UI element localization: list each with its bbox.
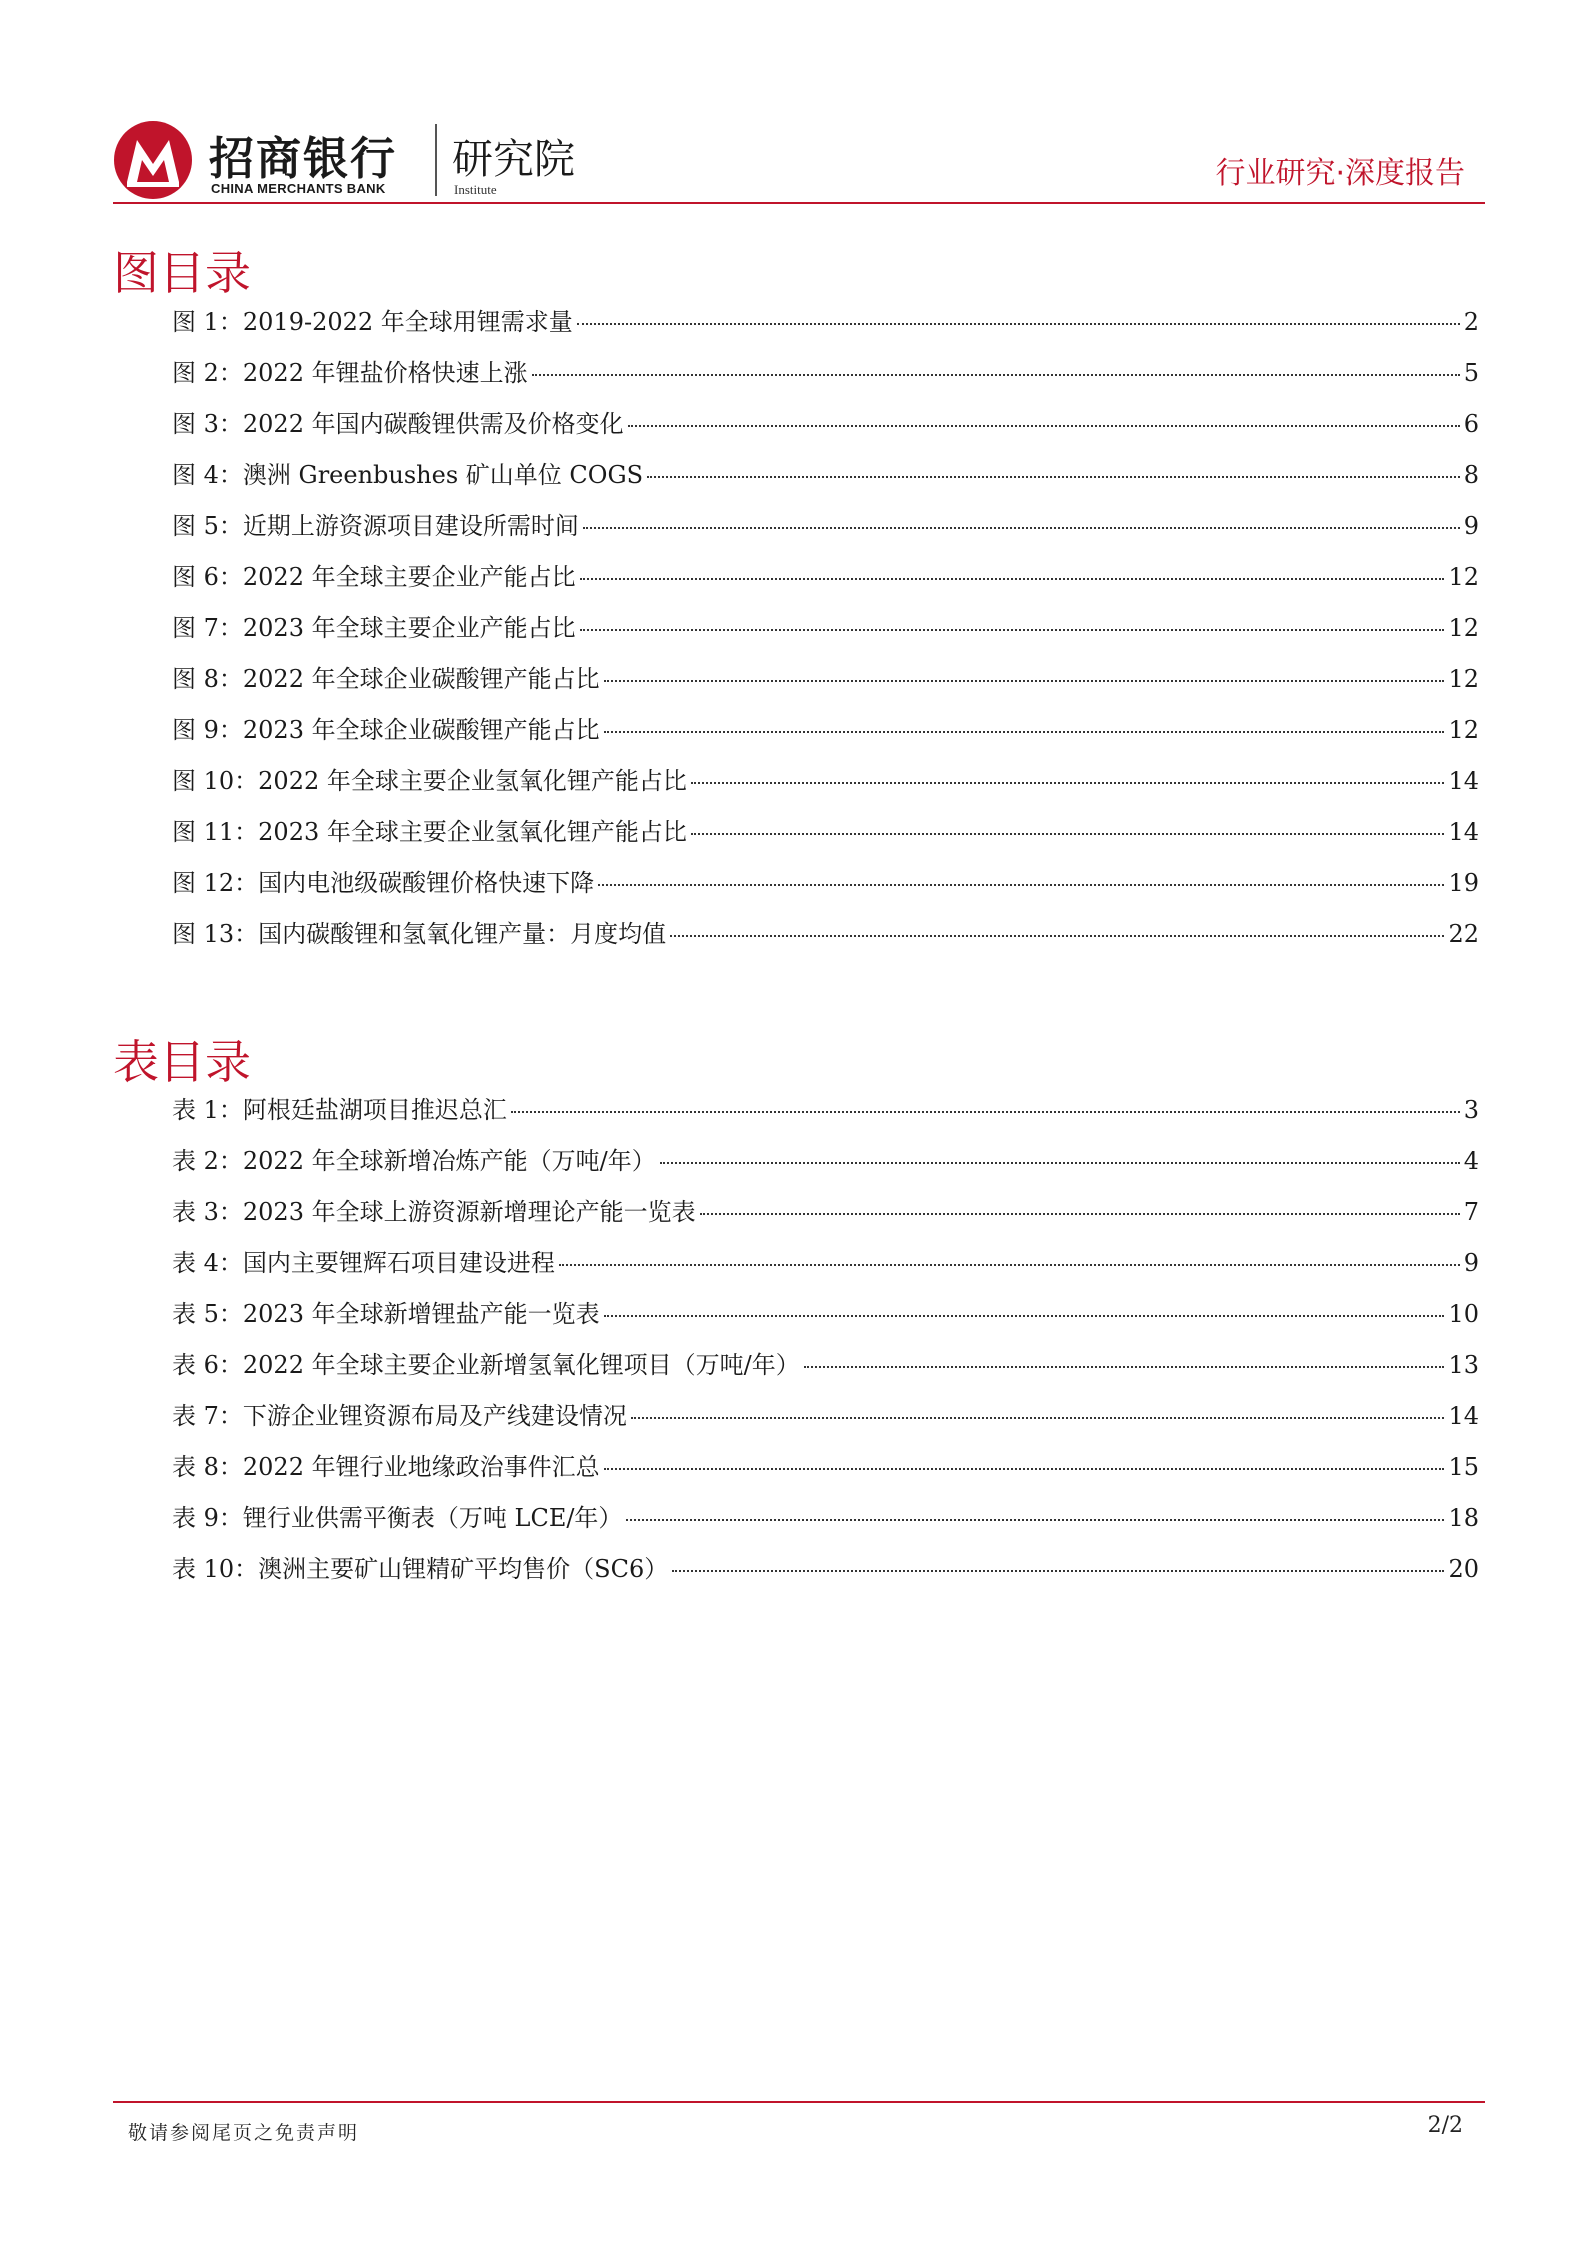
brand-name-en: CHINA MERCHANTS BANK <box>211 181 386 196</box>
dot-leader <box>604 1315 1445 1317</box>
table-toc-entry-label: 表 6：2022 年全球主要企业新增氢氧化锂项目（万吨/年） <box>172 1351 800 1379</box>
table-toc-entry-label: 表 9：锂行业供需平衡表（万吨 LCE/年） <box>172 1504 623 1532</box>
table-toc-entry[interactable] <box>172 1396 1479 1447</box>
dot-leader <box>580 578 1445 580</box>
footer-page-number: 2/2 <box>1427 2113 1463 2138</box>
dot-leader <box>598 884 1444 886</box>
dot-leader <box>583 527 1460 529</box>
report-type: 行业研究·深度报告 <box>1215 156 1465 191</box>
figure-toc-entry[interactable] <box>172 761 1479 812</box>
table-toc-entry[interactable] <box>172 1090 1479 1141</box>
figure-toc-entry-page: 8 <box>1463 461 1479 489</box>
tables-toc-title: 表目录 <box>113 1035 251 1089</box>
figure-toc-entry[interactable] <box>172 914 1479 965</box>
figure-toc-entry-label: 图 9：2023 年全球企业碳酸锂产能占比 <box>172 716 600 744</box>
table-toc-entry-page: 4 <box>1463 1147 1479 1175</box>
table-toc-entry[interactable] <box>172 1345 1479 1396</box>
figure-toc-entry-page: 12 <box>1448 563 1479 591</box>
figure-toc-entry[interactable] <box>172 353 1479 404</box>
figure-toc-entry-page: 14 <box>1448 818 1479 846</box>
figure-toc-entry-label: 图 3：2022 年国内碳酸锂供需及价格变化 <box>172 410 624 438</box>
table-toc-entry-label: 表 1：阿根廷盐湖项目推迟总汇 <box>172 1096 507 1124</box>
dot-leader <box>511 1111 1460 1113</box>
dot-leader <box>691 833 1445 835</box>
dot-leader <box>580 629 1445 631</box>
dot-leader <box>604 731 1445 733</box>
figure-toc-entry-label: 图 13：国内碳酸锂和氢氧化锂产量：月度均值 <box>172 920 667 948</box>
table-toc-entry-page: 20 <box>1448 1555 1479 1583</box>
figure-toc-entry[interactable] <box>172 404 1479 455</box>
table-toc-entry-label: 表 3：2023 年全球上游资源新增理论产能一览表 <box>172 1198 696 1226</box>
figure-toc-entry-label: 图 2：2022 年锂盐价格快速上涨 <box>172 359 528 387</box>
page-header <box>113 112 1485 204</box>
dot-leader <box>628 425 1460 427</box>
dot-leader <box>559 1264 1460 1266</box>
table-toc-entry-page: 3 <box>1463 1096 1479 1124</box>
figure-toc-entry-page: 12 <box>1448 614 1479 642</box>
footer-divider <box>113 2101 1485 2103</box>
table-toc-entry-page: 14 <box>1448 1402 1479 1430</box>
table-toc-entry-page: 7 <box>1463 1198 1479 1226</box>
dot-leader <box>670 935 1444 937</box>
institute-name-cn: 研究院 <box>452 135 575 183</box>
figure-toc-entry-page: 6 <box>1463 410 1479 438</box>
table-toc-entry-label: 表 5：2023 年全球新增锂盐产能一览表 <box>172 1300 600 1328</box>
figure-toc-entry-label: 图 12：国内电池级碳酸锂价格快速下降 <box>172 869 595 897</box>
figure-toc-entry-page: 5 <box>1463 359 1479 387</box>
table-toc-entry[interactable] <box>172 1243 1479 1294</box>
figure-toc-entry-page: 12 <box>1448 716 1479 744</box>
table-toc-entry-page: 15 <box>1448 1453 1479 1481</box>
figure-toc-entry[interactable] <box>172 608 1479 659</box>
dot-leader <box>577 323 1460 325</box>
figure-toc-entry-label: 图 1：2019-2022 年全球用锂需求量 <box>172 308 573 336</box>
figure-toc-entry-page: 2 <box>1463 308 1479 336</box>
brand-name-cn: 招商银行 <box>209 132 398 185</box>
footer-disclaimer: 敬请参阅尾页之免责声明 <box>128 2122 360 2144</box>
cmb-logo-icon <box>113 120 193 200</box>
table-toc-entry[interactable] <box>172 1192 1479 1243</box>
dot-leader <box>804 1366 1445 1368</box>
tables-toc-list <box>172 1090 1479 1600</box>
dot-leader <box>604 680 1445 682</box>
table-toc-entry-label: 表 7：下游企业锂资源布局及产线建设情况 <box>172 1402 627 1430</box>
table-toc-entry[interactable] <box>172 1141 1479 1192</box>
figure-toc-entry-page: 9 <box>1463 512 1479 540</box>
figure-toc-entry[interactable] <box>172 659 1479 710</box>
figure-toc-entry[interactable] <box>172 455 1479 506</box>
figure-toc-entry-label: 图 11：2023 年全球主要企业氢氧化锂产能占比 <box>172 818 687 846</box>
dot-leader <box>647 476 1460 478</box>
brand-divider <box>435 124 437 196</box>
figure-toc-entry-page: 19 <box>1448 869 1479 897</box>
table-toc-entry-label: 表 8：2022 年锂行业地缘政治事件汇总 <box>172 1453 600 1481</box>
figure-toc-entry-label: 图 5：近期上游资源项目建设所需时间 <box>172 512 579 540</box>
figure-toc-entry-label: 图 8：2022 年全球企业碳酸锂产能占比 <box>172 665 600 693</box>
table-toc-entry-label: 表 4：国内主要锂辉石项目建设进程 <box>172 1249 555 1277</box>
table-toc-entry-page: 10 <box>1448 1300 1479 1328</box>
header-divider <box>113 202 1485 204</box>
dot-leader <box>672 1570 1444 1572</box>
dot-leader <box>691 782 1445 784</box>
figure-toc-entry-label: 图 10：2022 年全球主要企业氢氧化锂产能占比 <box>172 767 687 795</box>
table-toc-entry-page: 18 <box>1448 1504 1479 1532</box>
dot-leader <box>660 1162 1460 1164</box>
table-toc-entry-page: 9 <box>1463 1249 1479 1277</box>
figure-toc-entry[interactable] <box>172 863 1479 914</box>
figure-toc-entry-page: 12 <box>1448 665 1479 693</box>
table-toc-entry[interactable] <box>172 1549 1479 1600</box>
dot-leader <box>700 1213 1460 1215</box>
table-toc-entry-label: 表 10：澳洲主要矿山锂精矿平均售价（SC6） <box>172 1555 669 1583</box>
figure-toc-entry-label: 图 4：澳洲 Greenbushes 矿山单位 COGS <box>172 461 644 489</box>
figure-toc-entry-page: 14 <box>1448 767 1479 795</box>
figures-toc-list <box>172 302 1479 965</box>
figure-toc-entry[interactable] <box>172 506 1479 557</box>
table-toc-entry[interactable] <box>172 1498 1479 1549</box>
dot-leader <box>631 1417 1445 1419</box>
figure-toc-entry-label: 图 7：2023 年全球主要企业产能占比 <box>172 614 576 642</box>
table-toc-entry-label: 表 2：2022 年全球新增冶炼产能（万吨/年） <box>172 1147 656 1175</box>
figure-toc-entry-page: 22 <box>1448 920 1479 948</box>
figure-toc-entry[interactable] <box>172 812 1479 863</box>
dot-leader <box>626 1519 1444 1521</box>
figure-toc-entry-label: 图 6：2022 年全球主要企业产能占比 <box>172 563 576 591</box>
dot-leader <box>532 374 1460 376</box>
table-toc-entry[interactable] <box>172 1294 1479 1345</box>
institute-name-en: Institute <box>454 182 497 197</box>
figure-toc-entry[interactable] <box>172 557 1479 608</box>
figures-toc-title: 图目录 <box>113 246 251 300</box>
table-toc-entry-page: 13 <box>1448 1351 1479 1379</box>
table-toc-entry[interactable] <box>172 1447 1479 1498</box>
dot-leader <box>604 1468 1445 1470</box>
figure-toc-entry[interactable] <box>172 710 1479 761</box>
figure-toc-entry[interactable] <box>172 302 1479 353</box>
